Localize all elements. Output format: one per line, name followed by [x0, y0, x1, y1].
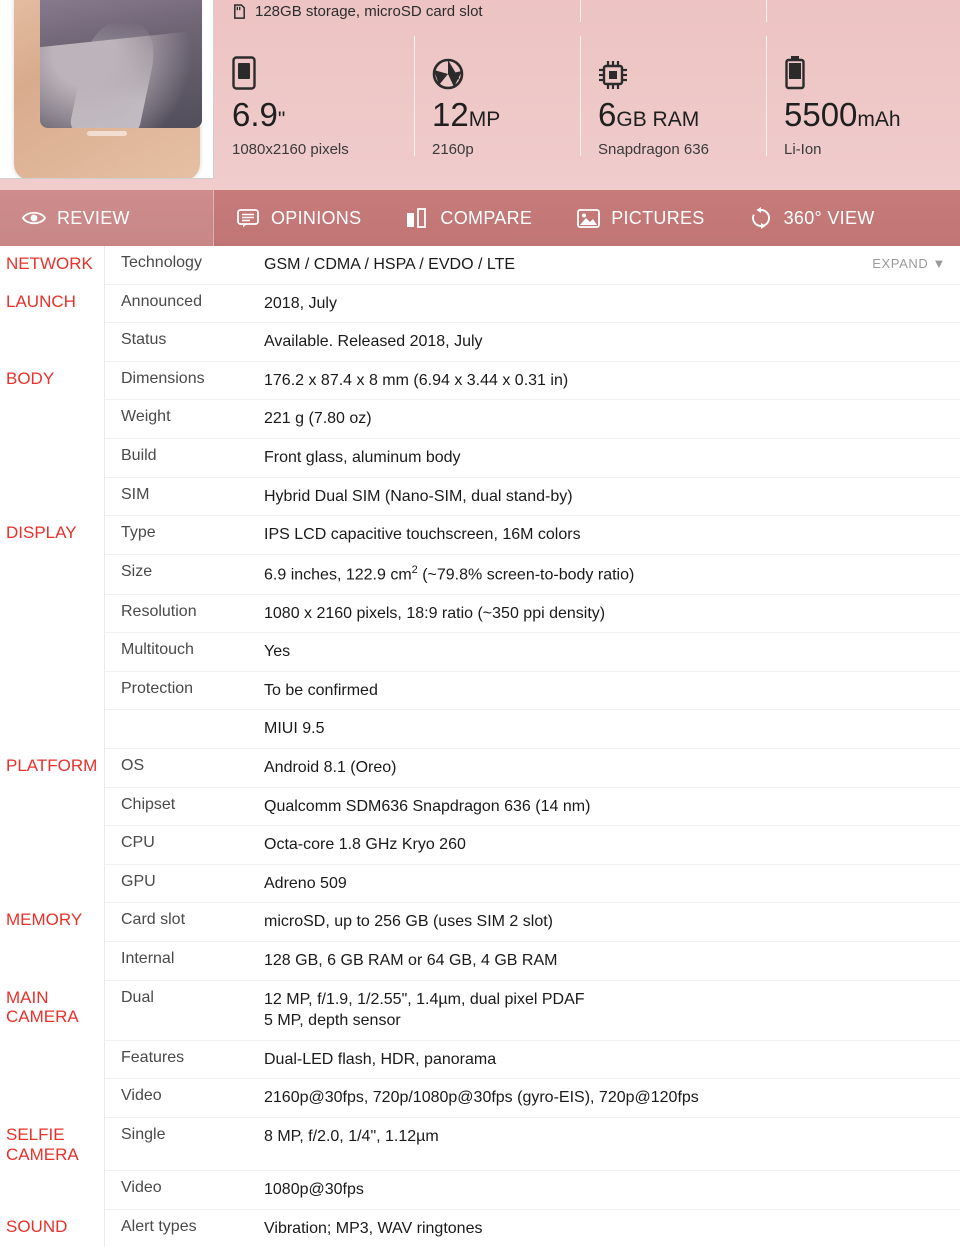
spec-value: Octa-core 1.8 GHz Kryo 260: [260, 825, 960, 864]
table-row: [0, 787, 960, 826]
display-size-value: 6.9": [232, 96, 286, 133]
phone-photo: [14, 0, 200, 179]
tab-opinions[interactable]: [214, 190, 383, 246]
hero-spec-banner: [0, 0, 960, 190]
spec-value-line1: 12 MP, f/1.9, 1/2.55", 1.4µm, dual pixel PDAF: [264, 990, 585, 1008]
spec-value-line2: 5 MP, depth sensor: [264, 1012, 401, 1030]
table-row: [0, 671, 960, 710]
spec-value: 2160p@30fps, 720p/1080p@30fps (gyro-EIS), 720p@120fps: [260, 1078, 960, 1117]
spec-title: Alert types: [104, 1209, 260, 1247]
hero-top-row: [214, 0, 960, 22]
spec-title: Size: [104, 554, 260, 594]
spec-value: Hybrid Dual SIM (Nano-SIM, dual stand-by): [260, 477, 960, 516]
eye-icon: [22, 207, 46, 229]
table-row: [0, 941, 960, 980]
spec-value: Front glass, aluminum body: [260, 438, 960, 477]
display-resolution-sub: 1080x2160 pixels: [232, 141, 349, 158]
spec-category: [0, 1170, 104, 1209]
hero-top-cell-2: [580, 0, 766, 22]
table-row: [0, 246, 960, 284]
spec-category: [0, 477, 104, 516]
table-row: [0, 1170, 960, 1209]
spec-category: [0, 399, 104, 438]
tab-compare-label: COMPARE: [440, 207, 533, 228]
spec-value-size: 6.9 inches, 122.9 $cm^2$ (~79.8% screen-to-body ratio): [260, 554, 960, 594]
hero-spec-display: [214, 0, 414, 190]
phone-image-pane[interactable]: [0, 0, 214, 179]
chipset-sub: Snapdragon 636: [598, 141, 709, 158]
compare-bars-icon: [405, 207, 429, 229]
table-row: [0, 438, 960, 477]
spec-category: [0, 825, 104, 864]
spec-category: SOUND: [6, 1216, 68, 1236]
table-row: [0, 748, 960, 787]
hero-spec-camera: [414, 0, 580, 190]
spec-title: Video: [104, 1078, 260, 1117]
table-row: [0, 515, 960, 554]
phone-home-indicator: [87, 131, 127, 136]
spec-value: 8 MP, f/2.0, 1/4", 1.12µm: [260, 1117, 960, 1170]
spec-category: [0, 594, 104, 633]
spec-value: 1080 x 2160 pixels, 18:9 ratio (~350 ppi density): [260, 594, 960, 633]
spec-value: GSM / CDMA / HSPA / EVDO / LTE: [264, 256, 516, 273]
spec-category: MEMORY: [6, 910, 83, 930]
spec-category: [0, 322, 104, 361]
spec-value: Vibration; MP3, WAV ringtones: [260, 1209, 960, 1247]
spec-category: BODY: [6, 368, 55, 388]
spec-title: Build: [104, 438, 260, 477]
hero-storage-text: 128GB storage, microSD card slot: [255, 2, 483, 20]
battery-icon: [784, 50, 960, 90]
spec-title: GPU: [104, 864, 260, 903]
spec-title: Dimensions: [104, 361, 260, 400]
spec-title: Internal: [104, 941, 260, 980]
spec-value: 1080p@30fps: [260, 1170, 960, 1209]
spec-title: Single: [104, 1117, 260, 1170]
spec-title: Dual: [104, 980, 260, 1040]
table-row: [0, 399, 960, 438]
spec-category: [0, 709, 104, 748]
picture-icon: [576, 207, 600, 229]
spec-title: Announced: [104, 284, 260, 323]
tab-pictures-label: PICTURES: [611, 207, 705, 228]
spec-value: 128 GB, 6 GB RAM or 64 GB, 4 GB RAM: [260, 941, 960, 980]
table-row: [0, 477, 960, 516]
tab-review[interactable]: [0, 190, 214, 246]
spec-value: 176.2 x 87.4 x 8 mm (6.94 x 3.44 x 0.31 in): [260, 361, 960, 400]
camera-video-sub: 2160p: [432, 141, 474, 158]
battery-capacity-value: 5500mAh: [784, 96, 901, 133]
spec-value: Adreno 509: [260, 864, 960, 903]
battery-type-sub: Li-Ion: [784, 141, 822, 158]
spec-category: [0, 864, 104, 903]
spec-title: [104, 709, 260, 748]
table-row: [0, 632, 960, 671]
table-row: [0, 980, 960, 1040]
camera-aperture-icon: [432, 50, 580, 90]
table-row: [0, 594, 960, 633]
table-row: [0, 825, 960, 864]
spec-value: microSD, up to 256 GB (uses SIM 2 slot): [260, 902, 960, 941]
spec-title: OS: [104, 748, 260, 787]
wallpaper-road: [69, 20, 161, 128]
rotate-icon: [749, 207, 773, 229]
tab-pictures[interactable]: [554, 190, 726, 246]
table-row: [0, 361, 960, 400]
spec-value: Available. Released 2018, July: [260, 322, 960, 361]
comment-icon: [236, 207, 260, 229]
spec-category: [0, 632, 104, 671]
spec-title: CPU: [104, 825, 260, 864]
hero-spec-grid: [214, 0, 960, 190]
display-icon: [232, 50, 414, 90]
spec-category: [0, 1040, 104, 1079]
spec-title: Protection: [104, 671, 260, 710]
spec-category: [0, 671, 104, 710]
spec-category: [0, 787, 104, 826]
spec-category: NETWORK: [6, 254, 93, 273]
spec-value: 2018, July: [260, 284, 960, 323]
section-navbar: [0, 190, 960, 246]
spec-value: To be confirmed: [260, 671, 960, 710]
spec-title: Weight: [104, 399, 260, 438]
tab-compare[interactable]: [383, 190, 554, 246]
hero-spec-battery: [766, 0, 960, 190]
table-row: [0, 709, 960, 748]
spec-category: [0, 1078, 104, 1117]
hero-spec-ram: [580, 0, 766, 190]
spec-title: Features: [104, 1040, 260, 1079]
tab-review-label: REVIEW: [57, 207, 130, 228]
table-row: [0, 554, 960, 594]
spec-title: Type: [104, 515, 260, 554]
expand-button[interactable]: EXPAND ▼: [872, 256, 946, 271]
spec-title: Multitouch: [104, 632, 260, 671]
spec-category: [0, 554, 104, 594]
spec-category: SELFIE CAMERA: [6, 1124, 79, 1164]
hero-storage-cell: [214, 0, 580, 22]
spec-category: DISPLAY: [6, 523, 77, 543]
camera-mp-value: 12MP: [432, 96, 501, 133]
table-row: [0, 1040, 960, 1079]
spec-value: 221 g (7.80 oz): [260, 399, 960, 438]
spec-title: Status: [104, 322, 260, 361]
spec-value: Android 8.1 (Oreo): [260, 748, 960, 787]
ram-value: 6GB RAM: [598, 96, 700, 133]
spec-category: MAIN CAMERA: [6, 987, 79, 1027]
table-row: [0, 322, 960, 361]
table-row: [0, 864, 960, 903]
spec-title: Chipset: [104, 787, 260, 826]
phone-screen-wallpaper: [40, 0, 202, 128]
cpu-chip-icon: [598, 50, 766, 90]
table-row: [0, 1209, 960, 1247]
spec-title: SIM: [104, 477, 260, 516]
sd-card-icon: [232, 4, 247, 19]
spec-category: LAUNCH: [6, 291, 76, 311]
spec-title: Technology: [104, 246, 260, 284]
spec-table: [0, 246, 960, 1247]
table-row: [0, 1078, 960, 1117]
tab-opinions-label: OPINIONS: [271, 207, 362, 228]
spec-category: PLATFORM: [6, 756, 98, 776]
spec-value: [260, 980, 960, 1040]
spec-value: Yes: [260, 632, 960, 671]
spec-value: MIUI 9.5: [260, 709, 960, 748]
table-row: [0, 1117, 960, 1170]
table-row: [0, 284, 960, 323]
spec-title: Card slot: [104, 902, 260, 941]
tab-360-view-label: 360° VIEW: [783, 207, 875, 228]
spec-category: [0, 941, 104, 980]
spec-title: Video: [104, 1170, 260, 1209]
hero-top-cell-3: [766, 0, 960, 22]
spec-value: IPS LCD capacitive touchscreen, 16M colors: [260, 515, 960, 554]
spec-value: Dual-LED flash, HDR, panorama: [260, 1040, 960, 1079]
spec-title: Resolution: [104, 594, 260, 633]
spec-value: Qualcomm SDM636 Snapdragon 636 (14 nm): [260, 787, 960, 826]
spec-category: [0, 438, 104, 477]
table-row: [0, 902, 960, 941]
tab-360-view[interactable]: [727, 190, 897, 246]
